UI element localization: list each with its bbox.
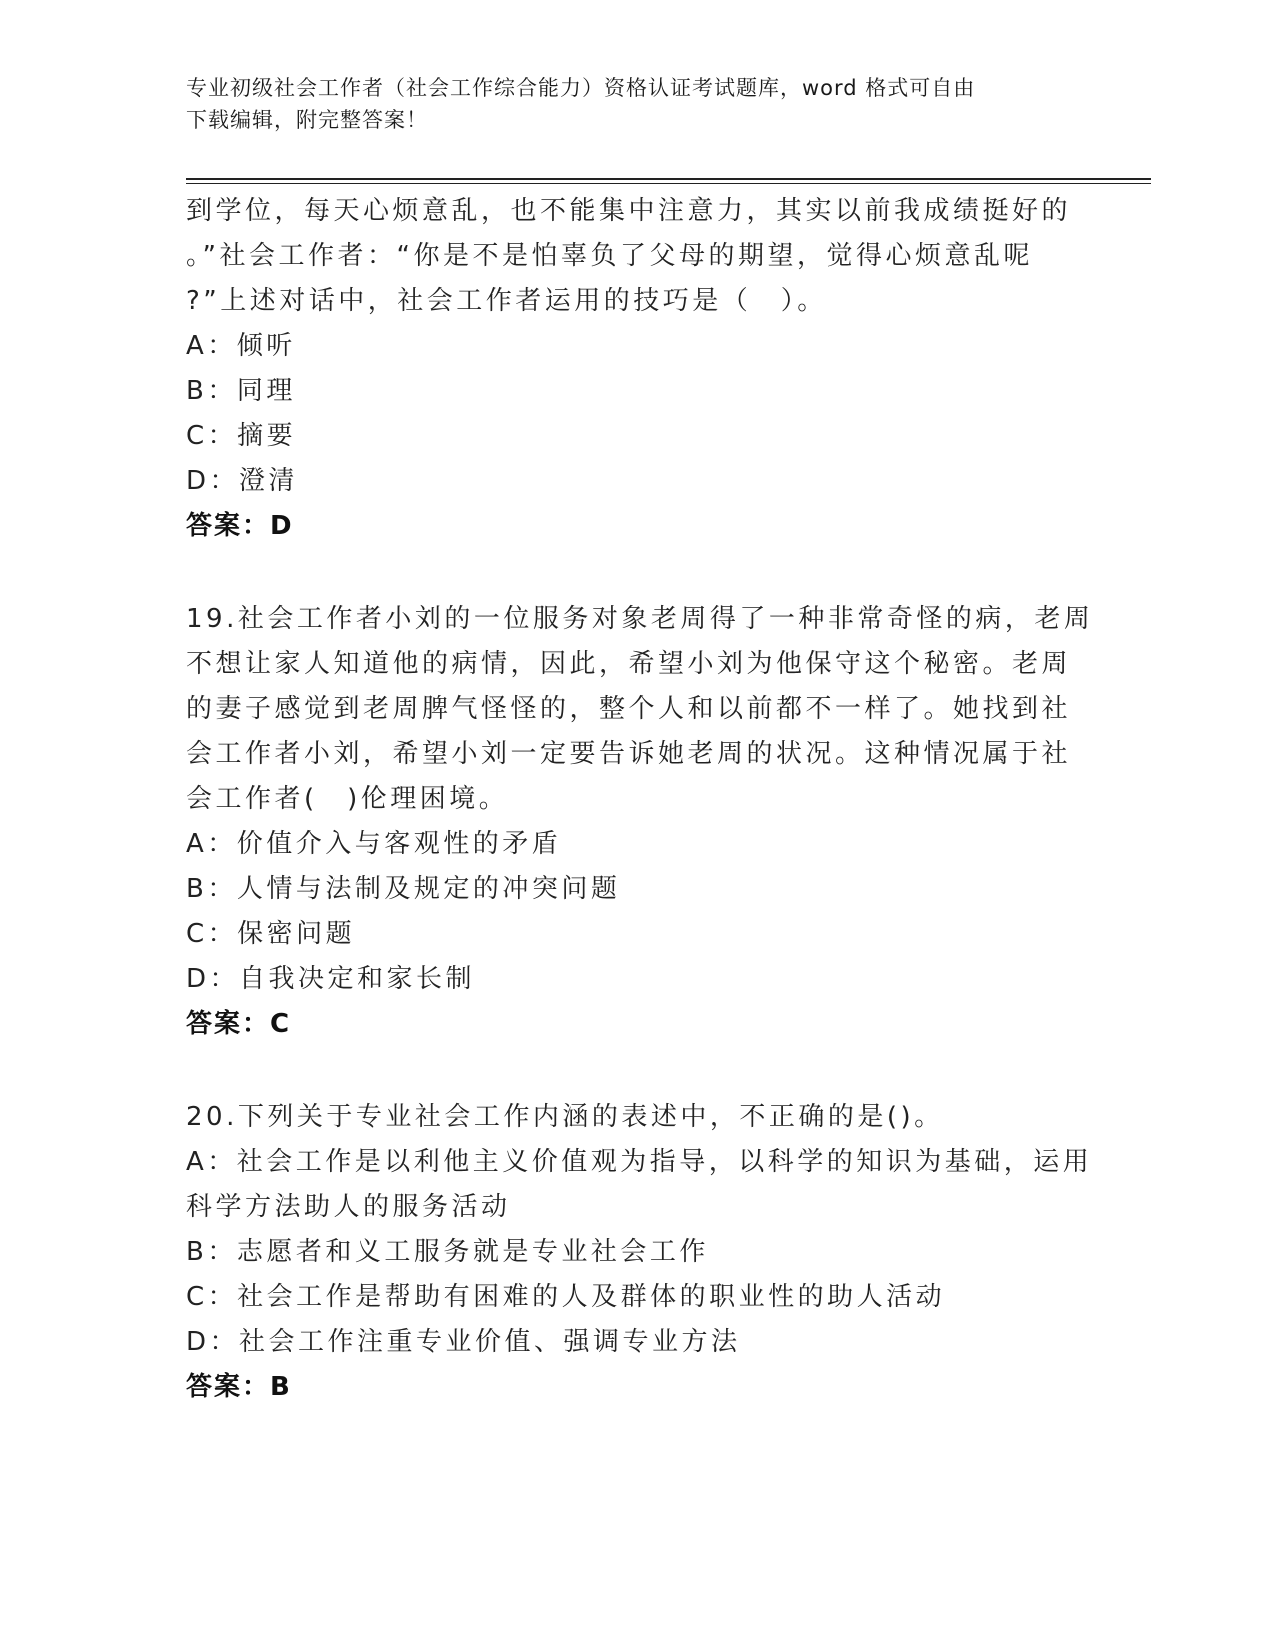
question-stem-line: ?”上述对话中，社会工作者运用的技巧是（ ）。 bbox=[186, 286, 827, 316]
option-a-continued: 科学方法助人的服务活动 bbox=[186, 1192, 511, 1222]
option-d: D：社会工作注重专业价值、强调专业方法 bbox=[186, 1327, 741, 1357]
answer-line: 答案：B bbox=[186, 1372, 292, 1402]
option-a: A：倾听 bbox=[186, 331, 296, 361]
question-18 bbox=[186, 189, 1072, 549]
question-19 bbox=[186, 597, 1094, 1047]
option-d: D：澄清 bbox=[186, 466, 299, 496]
option-b: B：同理 bbox=[186, 376, 296, 406]
header-line-1: 专业初级社会工作者（社会工作综合能力）资格认证考试题库，word 格式可自由 bbox=[186, 76, 976, 100]
option-b: B：人情与法制及规定的冲突问题 bbox=[186, 874, 621, 904]
question-stem-line: 的妻子感觉到老周脾气怪怪的，整个人和以前都不一样了。她找到社 bbox=[186, 694, 1072, 724]
answer-line: 答案：C bbox=[186, 1009, 292, 1039]
option-c: C：摘要 bbox=[186, 421, 297, 451]
question-20 bbox=[186, 1095, 1093, 1410]
option-a: A：社会工作是以利他主义价值观为指导，以科学的知识为基础，运用 bbox=[186, 1147, 1093, 1177]
option-c: C：保密问题 bbox=[186, 919, 356, 949]
question-stem-line: 会工作者小刘，希望小刘一定要告诉她老周的状况。这种情况属于社 bbox=[186, 739, 1072, 769]
document-header bbox=[186, 72, 1066, 136]
question-stem-line: 到学位，每天心烦意乱，也不能集中注意力，其实以前我成绩挺好的 bbox=[186, 196, 1072, 226]
option-d: D：自我决定和家长制 bbox=[186, 964, 476, 994]
option-c: C：社会工作是帮助有困难的人及群体的职业性的助人活动 bbox=[186, 1282, 946, 1312]
option-b: B：志愿者和义工服务就是专业社会工作 bbox=[186, 1237, 709, 1267]
question-stem-line: 会工作者( )伦理困境。 bbox=[186, 784, 509, 814]
question-stem-line: 。”社会工作者：“你是不是怕辜负了父母的期望，觉得心烦意乱呢 bbox=[186, 241, 1033, 271]
question-stem-line: 不想让家人知道他的病情，因此，希望小刘为他保守这个秘密。老周 bbox=[186, 649, 1072, 679]
answer-line: 答案：D bbox=[186, 511, 294, 541]
option-a: A：价值介入与客观性的矛盾 bbox=[186, 829, 562, 859]
question-stem-line: 20.下列关于专业社会工作内涵的表述中，不正确的是()。 bbox=[186, 1102, 944, 1132]
question-stem-line: 19.社会工作者小刘的一位服务对象老周得了一种非常奇怪的病，老周 bbox=[186, 604, 1094, 634]
header-line-2: 下载编辑，附完整答案！ bbox=[186, 108, 428, 132]
header-divider bbox=[186, 178, 1151, 184]
